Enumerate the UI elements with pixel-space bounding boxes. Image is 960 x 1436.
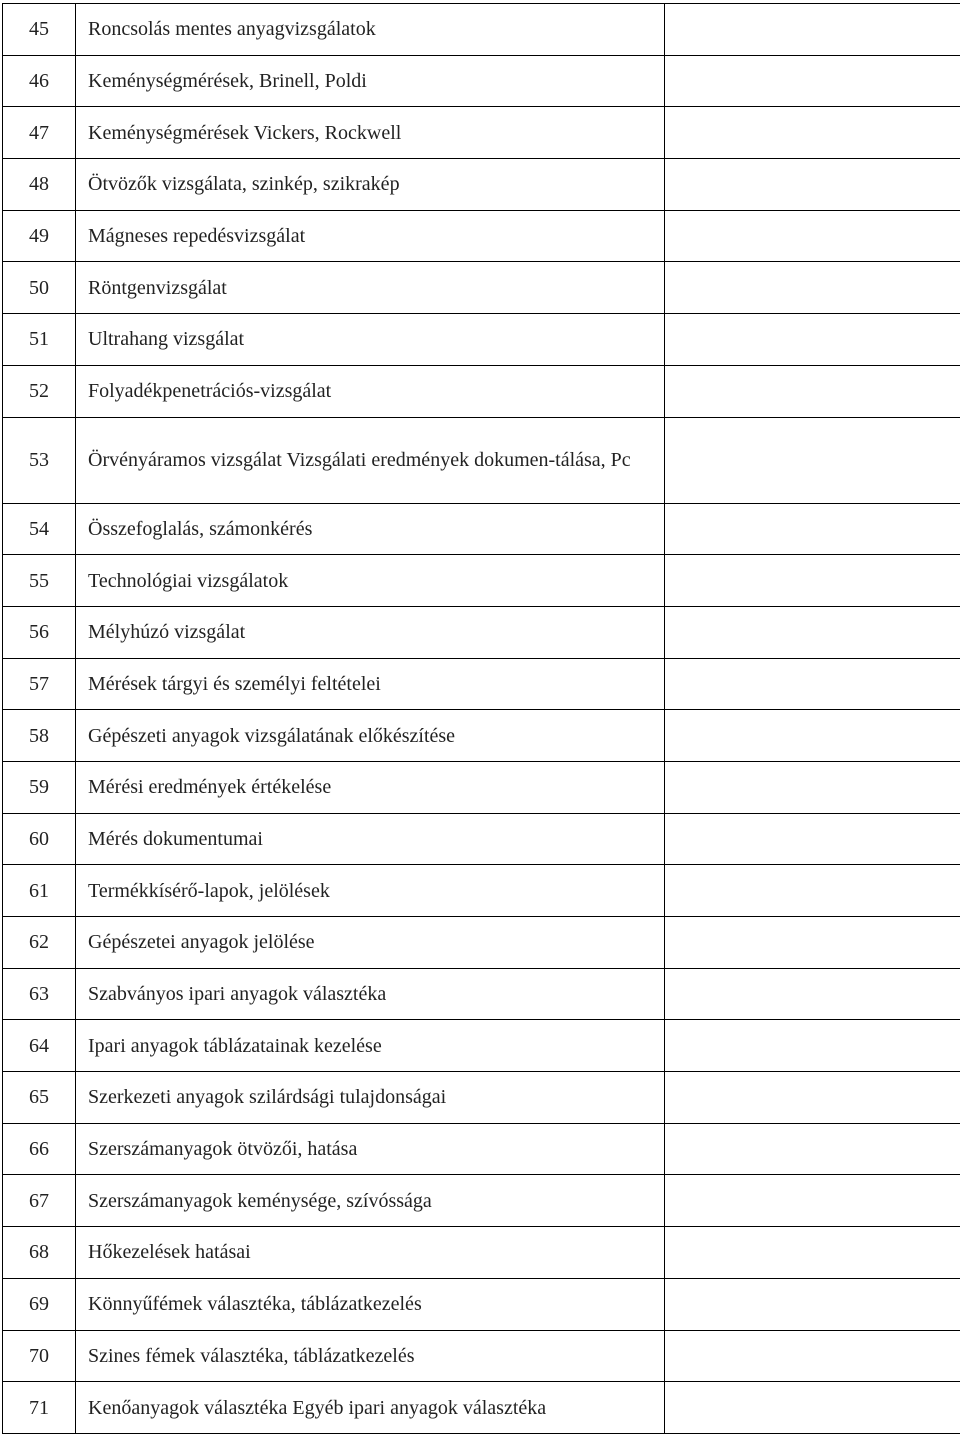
lesson-number: 55: [3, 555, 76, 607]
empty-cell: [665, 159, 960, 211]
lesson-topic: Mérés dokumentumai: [76, 813, 665, 865]
table-row: [3, 210, 960, 262]
lesson-number: 62: [3, 917, 76, 969]
lesson-topic: Roncsolás mentes anyagvizsgálatok: [76, 4, 665, 56]
table-row: [3, 761, 960, 813]
table-row: [3, 503, 960, 555]
lesson-number: 68: [3, 1227, 76, 1279]
topic-table: [2, 3, 960, 1434]
lesson-topic: Mágneses repedésvizsgálat: [76, 210, 665, 262]
table-row: [3, 1123, 960, 1175]
lesson-topic: Kenőanyagok választéka Egyéb ipari anyagok választéka: [76, 1382, 665, 1434]
table-row: [3, 1072, 960, 1124]
lesson-number: 60: [3, 813, 76, 865]
empty-cell: [665, 1020, 960, 1072]
lesson-topic: Örvényáramos vizsgálat Vizsgálati eredmények dokumen-tálása, Pc: [76, 417, 665, 503]
empty-cell: [665, 1072, 960, 1124]
lesson-topic: Ötvözők vizsgálata, szinkép, szikrakép: [76, 159, 665, 211]
lesson-topic: Gépészetei anyagok jelölése: [76, 917, 665, 969]
lesson-number: 49: [3, 210, 76, 262]
lesson-number: 45: [3, 4, 76, 56]
empty-cell: [665, 917, 960, 969]
lesson-topic: Technológiai vizsgálatok: [76, 555, 665, 607]
lesson-number: 58: [3, 710, 76, 762]
lesson-number: 64: [3, 1020, 76, 1072]
empty-cell: [665, 1278, 960, 1330]
table-row: [3, 1175, 960, 1227]
lesson-topic: Szabványos ipari anyagok választéka: [76, 968, 665, 1020]
lesson-number: 53: [3, 417, 76, 503]
lesson-number: 69: [3, 1278, 76, 1330]
lesson-number: 59: [3, 761, 76, 813]
lesson-number: 51: [3, 314, 76, 366]
empty-cell: [665, 813, 960, 865]
lesson-number: 70: [3, 1330, 76, 1382]
table-row: [3, 813, 960, 865]
lesson-number: 71: [3, 1382, 76, 1434]
lesson-topic: Szines fémek választéka, táblázatkezelés: [76, 1330, 665, 1382]
lesson-number: 57: [3, 658, 76, 710]
lesson-number: 66: [3, 1123, 76, 1175]
table-row: [3, 417, 960, 503]
lesson-number: 65: [3, 1072, 76, 1124]
empty-cell: [665, 417, 960, 503]
table-row: [3, 917, 960, 969]
empty-cell: [665, 314, 960, 366]
table-row: [3, 658, 960, 710]
empty-cell: [665, 606, 960, 658]
table-row: [3, 107, 960, 159]
lesson-number: 67: [3, 1175, 76, 1227]
empty-cell: [665, 710, 960, 762]
lesson-number: 47: [3, 107, 76, 159]
table-row: [3, 55, 960, 107]
table-row: [3, 606, 960, 658]
lesson-number: 52: [3, 365, 76, 417]
table-row: [3, 555, 960, 607]
lesson-number: 61: [3, 865, 76, 917]
empty-cell: [665, 365, 960, 417]
table-row: [3, 710, 960, 762]
lesson-topic: Gépészeti anyagok vizsgálatának előkészítése: [76, 710, 665, 762]
lesson-number: 56: [3, 606, 76, 658]
lesson-topic: Termékkísérő-lapok, jelölések: [76, 865, 665, 917]
lesson-topic: Összefoglalás, számonkérés: [76, 503, 665, 555]
lesson-number: 50: [3, 262, 76, 314]
empty-cell: [665, 1227, 960, 1279]
empty-cell: [665, 503, 960, 555]
table-row: [3, 865, 960, 917]
lesson-topic: Keménységmérések Vickers, Rockwell: [76, 107, 665, 159]
empty-cell: [665, 968, 960, 1020]
lesson-number: 54: [3, 503, 76, 555]
lesson-topic: Mélyhúzó vizsgálat: [76, 606, 665, 658]
empty-cell: [665, 262, 960, 314]
table-row: [3, 159, 960, 211]
lesson-topic: Keménységmérések, Brinell, Poldi: [76, 55, 665, 107]
empty-cell: [665, 55, 960, 107]
table-row: [3, 365, 960, 417]
table-row: [3, 1227, 960, 1279]
lesson-topic: Mérési eredmények értékelése: [76, 761, 665, 813]
lesson-number: 63: [3, 968, 76, 1020]
table-row: [3, 314, 960, 366]
lesson-topic: Folyadékpenetrációs-vizsgálat: [76, 365, 665, 417]
lesson-topic: Mérések tárgyi és személyi feltételei: [76, 658, 665, 710]
lesson-topic: Hőkezelések hatásai: [76, 1227, 665, 1279]
lesson-topic: Szerszámanyagok ötvözői, hatása: [76, 1123, 665, 1175]
table-row: [3, 262, 960, 314]
topic-table-body: [3, 4, 960, 1434]
table-row: [3, 1278, 960, 1330]
empty-cell: [665, 1175, 960, 1227]
lesson-topic: Ipari anyagok táblázatainak kezelése: [76, 1020, 665, 1072]
empty-cell: [665, 1330, 960, 1382]
lesson-topic: Könnyűfémek választéka, táblázatkezelés: [76, 1278, 665, 1330]
table-row: [3, 4, 960, 56]
table-row: [3, 968, 960, 1020]
empty-cell: [665, 658, 960, 710]
table-row: [3, 1382, 960, 1434]
table-row: [3, 1330, 960, 1382]
empty-cell: [665, 761, 960, 813]
lesson-topic: Ultrahang vizsgálat: [76, 314, 665, 366]
lesson-number: 46: [3, 55, 76, 107]
empty-cell: [665, 865, 960, 917]
empty-cell: [665, 107, 960, 159]
empty-cell: [665, 1123, 960, 1175]
empty-cell: [665, 1382, 960, 1434]
lesson-topic: Röntgenvizsgálat: [76, 262, 665, 314]
empty-cell: [665, 210, 960, 262]
table-row: [3, 1020, 960, 1072]
lesson-number: 48: [3, 159, 76, 211]
empty-cell: [665, 4, 960, 56]
lesson-topic: Szerkezeti anyagok szilárdsági tulajdonságai: [76, 1072, 665, 1124]
empty-cell: [665, 555, 960, 607]
lesson-topic: Szerszámanyagok keménysége, szívóssága: [76, 1175, 665, 1227]
